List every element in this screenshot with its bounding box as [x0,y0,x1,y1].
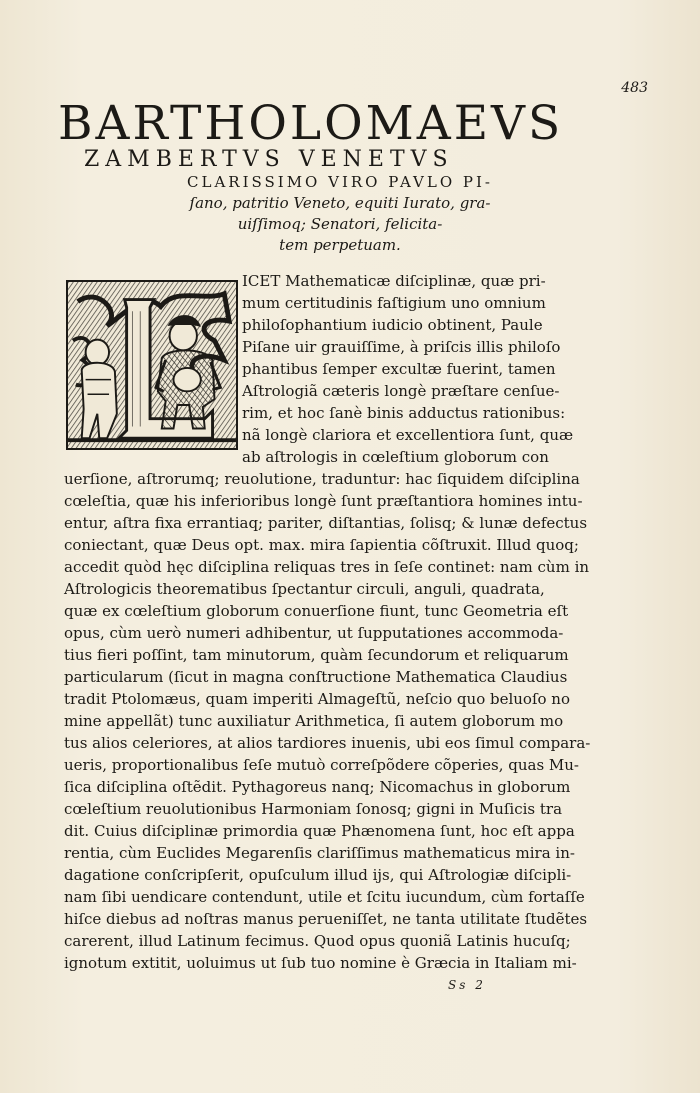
page-title: BARTHOLOMAEVS [58,96,564,151]
text-line: rentia, cùm Euclides Megarenſis clariſſimus mathematicus mira in- [64,844,575,862]
text-line: Aſtrologiã cæteris longè præſtare cenſue- [242,382,560,400]
text-line: rim, et hoc ſanè binis adductus rationibus: [242,404,566,422]
text-line: carerent, illud Latinum fecimus. Quod opus quoniã Latinis hucuſq; [64,932,571,950]
dedication-line: tem perpetuam. [279,236,401,254]
text-line: philoſophantium iudicio obtinent, Paule [242,316,543,334]
text-line: dagatione conſcripſerit, opuſculum illud ijs, qui Aſtrologiæ diſcipli- [64,866,572,884]
text-line: opus, cùm uerò numeri adhibentur, ut ſupputationes accommoda- [64,624,564,642]
text-line: uerſione, aſtrorumq; reuolutione, traduntur: hac ſiquidem diſciplina [64,470,580,488]
text-line: tus alios celeriores, at alios tardiores inuenis, ubi eos ſimul compara- [64,734,591,752]
dedication-line: uiſſimoq; Senatori, felicita- [237,215,443,233]
text-line: phantibus ſemper excultæ fuerint, tamen [242,360,556,378]
text-line: Aſtrologicis theorematibus ſpectantur circuli, anguli, quadrata, [64,580,545,598]
text-line: Piſane uir grauiſſime, à priſcis illis philoſo [242,338,561,356]
page-subtitle: ZAMBERTVS VENETVS [84,147,454,172]
text-line: ſica diſciplina oſtẽdit. Pythagoreus nanq; Nicomachus in globorum [64,778,571,796]
text-line: dit. Cuius diſciplinæ primordia quæ Phænomena ſunt, hoc eſt appa [64,822,575,840]
text-line: mine appellãt) tunc auxiliatur Arithmetica, ſi autem globorum mo [64,712,564,730]
text-line: cœleſtia, quæ his inferioribus longè ſunt præſtantiora homines intu- [64,492,583,510]
text-line: ignotum extitit, uoluimus ut ſub tuo nomine è Græcia in Italiam mi- [64,954,577,972]
signature-mark: Ss 2 [448,978,486,992]
dedication-line: CLARISSIMO VIRO PAVLO PI- [187,173,493,191]
text-line: tradit Ptolomæus, quam imperiti Almageſtũ, neſcio quo beluoſo no [64,690,571,708]
text-line: coniectant, quæ Deus opt. max. mira ſapientia cõſtruxit. Illud quoq; [64,536,579,554]
text-line: nã longè clariora et excellentiora ſunt, quæ [242,426,574,444]
text-line: entur, aſtra fixa errantiaq; pariter, diſtantias, ſolisq; & lunæ defectus [64,514,588,532]
text-line: ICET Mathematicæ diſciplinæ, quæ pri- [242,272,546,290]
page-number: 483 [621,80,648,96]
text-line: nam ſibi uendicare contendunt, utile et ſcitu iucundum, cùm fortaſſe [64,888,585,906]
text-line: tius fieri poſſint, tam minutorum, quàm ſecundorum et reliquarum [64,646,569,664]
text-line: particularum (ſicut in magna conſtructione Mathematica Claudius [64,668,568,686]
text-line: cœleſtium reuolutionibus Harmoniam ſonosq; gigni in Muſicis tra [64,800,563,818]
text-line: accedit quòd hęc diſciplina reliquas tres in ſeſe continet: nam cùm in [64,558,590,576]
text-line: ueris, proportionalibus ſeſe mutuò correſpõdere cõperies, quas Mu- [64,756,580,774]
text-line: quæ ex cœleſtium globorum conuerſione fiunt, tunc Geometria eſt [64,602,569,620]
text-line: hiſce diebus ad noſtras manus perueniſſet, ne tanta utilitate ſtudẽtes [64,910,588,928]
text-line: mum certitudinis faſtigium uno omnium [242,294,546,312]
text-line: ab aſtrologis in cœleſtium globorum con [242,448,549,466]
dedication-line: ſano, patritio Veneto, equiti Iurato, gra- [189,194,491,212]
